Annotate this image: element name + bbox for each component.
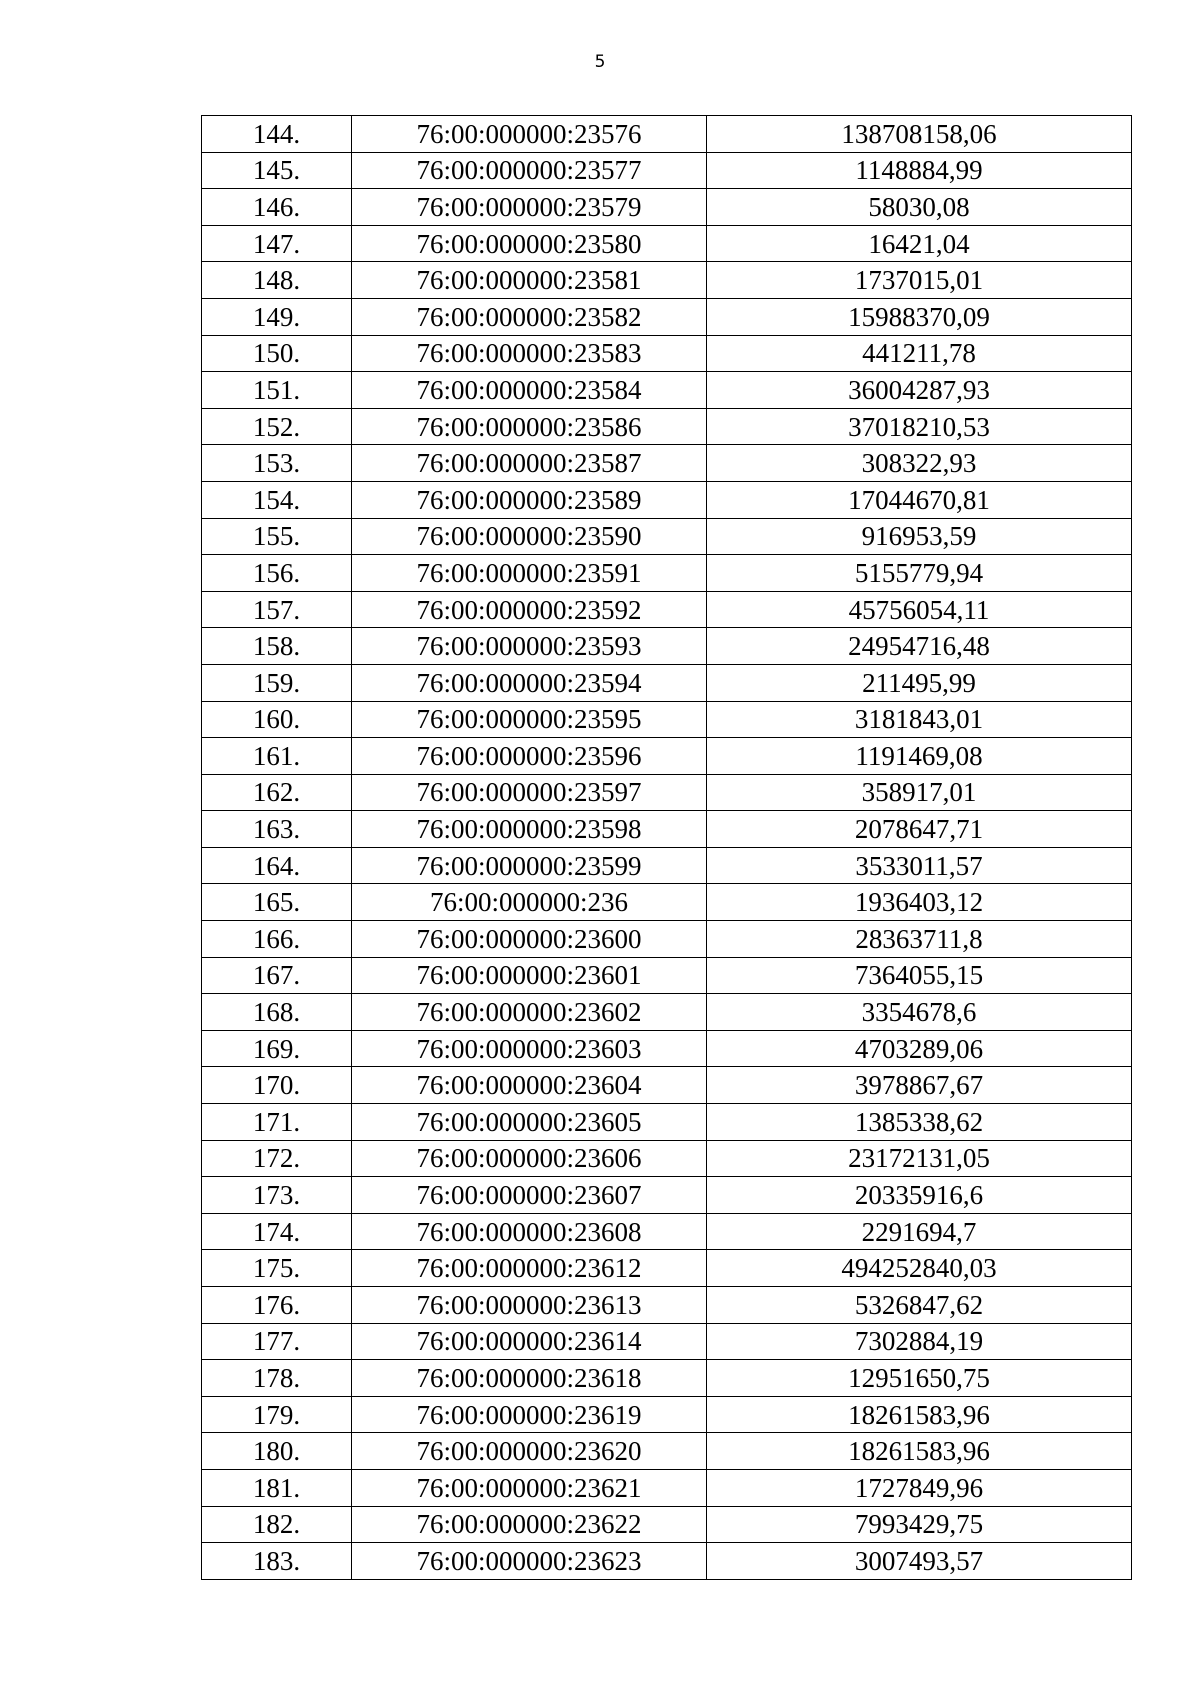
cadastral-number-cell: 76:00:000000:23613 [352,1287,707,1324]
table-row [202,1543,1132,1580]
value-cell: 1148884,99 [707,152,1132,189]
row-number-cell: 162. [202,774,352,811]
table-row [202,1104,1132,1141]
value-cell: 23172131,05 [707,1140,1132,1177]
cadastral-number-cell: 76:00:000000:236 [352,884,707,921]
cadastral-number-cell: 76:00:000000:23587 [352,445,707,482]
value-cell: 24954716,48 [707,628,1132,665]
row-number-cell: 158. [202,628,352,665]
value-cell: 45756054,11 [707,591,1132,628]
cadastral-number-cell: 76:00:000000:23614 [352,1323,707,1360]
value-cell: 16421,04 [707,225,1132,262]
value-cell: 3007493,57 [707,1543,1132,1580]
value-cell: 211495,99 [707,664,1132,701]
value-cell: 18261583,96 [707,1433,1132,1470]
table-row [202,591,1132,628]
cadastral-number-cell: 76:00:000000:23597 [352,774,707,811]
cadastral-number-cell: 76:00:000000:23576 [352,116,707,153]
value-cell: 1727849,96 [707,1469,1132,1506]
cadastral-number-cell: 76:00:000000:23589 [352,481,707,518]
table-row [202,884,1132,921]
value-cell: 3354678,6 [707,994,1132,1031]
value-cell: 37018210,53 [707,408,1132,445]
row-number-cell: 171. [202,1104,352,1141]
cadastral-number-cell: 76:00:000000:23591 [352,555,707,592]
table-body [202,116,1132,1580]
table-row [202,189,1132,226]
value-cell: 308322,93 [707,445,1132,482]
value-cell: 7364055,15 [707,957,1132,994]
table-row [202,664,1132,701]
cadastral-number-cell: 76:00:000000:23583 [352,335,707,372]
value-cell: 12951650,75 [707,1360,1132,1397]
value-cell: 441211,78 [707,335,1132,372]
cadastral-number-cell: 76:00:000000:23603 [352,1030,707,1067]
table-row [202,1469,1132,1506]
row-number-cell: 163. [202,811,352,848]
table-row [202,1396,1132,1433]
value-cell: 20335916,6 [707,1177,1132,1214]
row-number-cell: 175. [202,1250,352,1287]
cadastral-number-cell: 76:00:000000:23594 [352,664,707,701]
table-row [202,1140,1132,1177]
value-cell: 138708158,06 [707,116,1132,153]
cadastral-number-cell: 76:00:000000:23602 [352,994,707,1031]
row-number-cell: 151. [202,372,352,409]
cadastral-number-cell: 76:00:000000:23590 [352,518,707,555]
value-cell: 7302884,19 [707,1323,1132,1360]
row-number-cell: 180. [202,1433,352,1470]
cadastral-number-cell: 76:00:000000:23601 [352,957,707,994]
value-cell: 7993429,75 [707,1506,1132,1543]
row-number-cell: 154. [202,481,352,518]
table-row [202,774,1132,811]
row-number-cell: 169. [202,1030,352,1067]
table-row [202,445,1132,482]
table-row [202,372,1132,409]
cadastral-number-cell: 76:00:000000:23580 [352,225,707,262]
table-row [202,262,1132,299]
row-number-cell: 173. [202,1177,352,1214]
page-number: 5 [594,52,606,72]
row-number-cell: 157. [202,591,352,628]
cadastral-number-cell: 76:00:000000:23623 [352,1543,707,1580]
table-row [202,1067,1132,1104]
table-row [202,1250,1132,1287]
cadastral-number-cell: 76:00:000000:23612 [352,1250,707,1287]
value-cell: 28363711,8 [707,921,1132,958]
row-number-cell: 161. [202,738,352,775]
cadastral-number-cell: 76:00:000000:23593 [352,628,707,665]
cadastral-number-cell: 76:00:000000:23598 [352,811,707,848]
value-cell: 5155779,94 [707,555,1132,592]
table-row [202,1360,1132,1397]
table-row [202,1030,1132,1067]
table-row [202,555,1132,592]
row-number-cell: 166. [202,921,352,958]
cadastral-number-cell: 76:00:000000:23579 [352,189,707,226]
table-row [202,738,1132,775]
row-number-cell: 174. [202,1213,352,1250]
value-cell: 1191469,08 [707,738,1132,775]
cadastral-number-cell: 76:00:000000:23618 [352,1360,707,1397]
table-row [202,225,1132,262]
cadastral-number-cell: 76:00:000000:23595 [352,701,707,738]
value-cell: 3533011,57 [707,847,1132,884]
table-row [202,518,1132,555]
row-number-cell: 170. [202,1067,352,1104]
cadastral-number-cell: 76:00:000000:23592 [352,591,707,628]
row-number-cell: 144. [202,116,352,153]
row-number-cell: 179. [202,1396,352,1433]
row-number-cell: 181. [202,1469,352,1506]
table-row [202,481,1132,518]
table-row [202,335,1132,372]
cadastral-number-cell: 76:00:000000:23607 [352,1177,707,1214]
table-row [202,957,1132,994]
row-number-cell: 156. [202,555,352,592]
cadastral-number-cell: 76:00:000000:23599 [352,847,707,884]
row-number-cell: 177. [202,1323,352,1360]
table-row [202,811,1132,848]
table-row [202,1177,1132,1214]
cadastral-number-cell: 76:00:000000:23620 [352,1433,707,1470]
value-cell: 1737015,01 [707,262,1132,299]
row-number-cell: 176. [202,1287,352,1324]
row-number-cell: 168. [202,994,352,1031]
row-number-cell: 167. [202,957,352,994]
row-number-cell: 152. [202,408,352,445]
row-number-cell: 172. [202,1140,352,1177]
row-number-cell: 160. [202,701,352,738]
table-row [202,1433,1132,1470]
cadastral-number-cell: 76:00:000000:23619 [352,1396,707,1433]
cadastral-number-cell: 76:00:000000:23622 [352,1506,707,1543]
cadastral-number-cell: 76:00:000000:23577 [352,152,707,189]
row-number-cell: 159. [202,664,352,701]
cadastral-number-cell: 76:00:000000:23584 [352,372,707,409]
value-cell: 17044670,81 [707,481,1132,518]
table-row [202,152,1132,189]
value-cell: 4703289,06 [707,1030,1132,1067]
cadastral-number-cell: 76:00:000000:23605 [352,1104,707,1141]
value-cell: 5326847,62 [707,1287,1132,1324]
table-row [202,298,1132,335]
value-cell: 3978867,67 [707,1067,1132,1104]
table-row [202,628,1132,665]
cadastral-number-cell: 76:00:000000:23581 [352,262,707,299]
table-row [202,847,1132,884]
table-row [202,1213,1132,1250]
row-number-cell: 150. [202,335,352,372]
row-number-cell: 147. [202,225,352,262]
value-cell: 494252840,03 [707,1250,1132,1287]
value-cell: 3181843,01 [707,701,1132,738]
row-number-cell: 148. [202,262,352,299]
table-row [202,1287,1132,1324]
value-cell: 358917,01 [707,774,1132,811]
row-number-cell: 155. [202,518,352,555]
value-cell: 58030,08 [707,189,1132,226]
value-cell: 15988370,09 [707,298,1132,335]
cadastral-number-cell: 76:00:000000:23586 [352,408,707,445]
table-row [202,921,1132,958]
table-row [202,408,1132,445]
table-row [202,701,1132,738]
row-number-cell: 153. [202,445,352,482]
table-row [202,994,1132,1031]
row-number-cell: 165. [202,884,352,921]
row-number-cell: 178. [202,1360,352,1397]
row-number-cell: 149. [202,298,352,335]
cadastral-number-cell: 76:00:000000:23596 [352,738,707,775]
cadastral-number-cell: 76:00:000000:23621 [352,1469,707,1506]
table-row [202,1323,1132,1360]
cadastral-number-cell: 76:00:000000:23600 [352,921,707,958]
value-cell: 2078647,71 [707,811,1132,848]
cadastral-number-cell: 76:00:000000:23604 [352,1067,707,1104]
row-number-cell: 164. [202,847,352,884]
table-row [202,116,1132,153]
table-row [202,1506,1132,1543]
cadastral-number-cell: 76:00:000000:23606 [352,1140,707,1177]
cadastral-number-cell: 76:00:000000:23608 [352,1213,707,1250]
row-number-cell: 183. [202,1543,352,1580]
row-number-cell: 146. [202,189,352,226]
value-cell: 916953,59 [707,518,1132,555]
row-number-cell: 145. [202,152,352,189]
value-cell: 1936403,12 [707,884,1132,921]
value-cell: 36004287,93 [707,372,1132,409]
value-cell: 2291694,7 [707,1213,1132,1250]
value-cell: 1385338,62 [707,1104,1132,1141]
cadastral-value-table [201,115,1132,1580]
row-number-cell: 182. [202,1506,352,1543]
value-cell: 18261583,96 [707,1396,1132,1433]
cadastral-number-cell: 76:00:000000:23582 [352,298,707,335]
